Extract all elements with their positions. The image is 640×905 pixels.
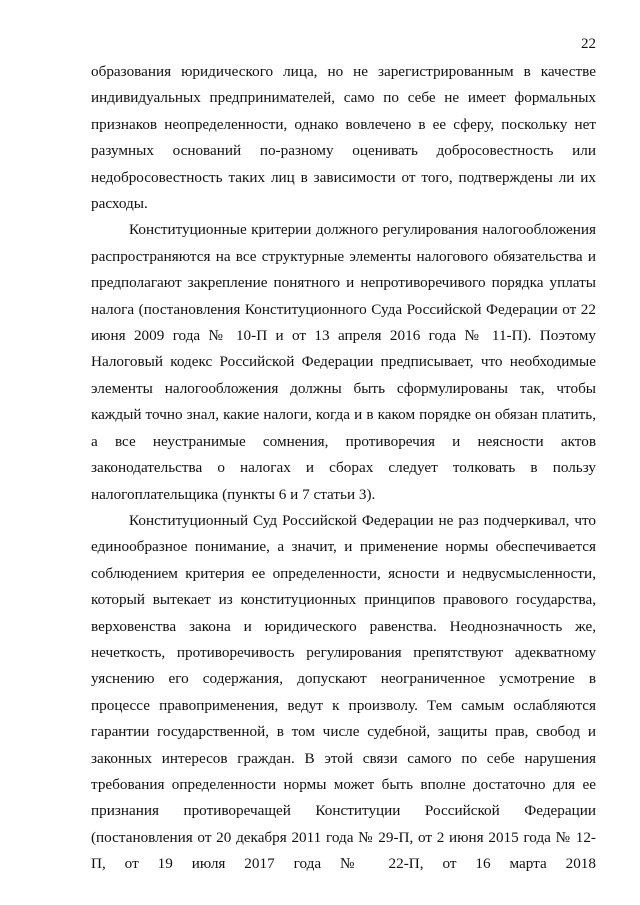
page-number: 22 xyxy=(581,36,596,52)
document-body xyxy=(91,59,596,878)
paragraph-constitutional-court: Конституционный Суд Российской Федерации не раз подчеркивал, что единообразное понимание, а значит, и применение нормы обеспечивается соблюдением критерия ее определенности, ясности и недвусмысленности, который вытекает из конституционных принципов правового государства, верховенства закона и юридического равенства. Неоднозначность же, нечеткость, противоречивость регулирования препятствуют адекватному уяснению его содержания, допускают неограниченное усмотрение в процессе правоприменения, ведут к произволу. Тем самым ослабляются гарантии государственной, в том числе судебной, защиты прав, свобод и законных интересов граждан. В этой связи самого по себе нарушения требования определенности нормы может быть вполне достаточно для ее признания противоречащей Конституции Российской Федерации (постановления от 20 декабря 2011 года № 29-П, от 2 июня 2015 года № 12-П, от 19 июля 2017 года № 22-П, от 16 марта 2018 xyxy=(91,511,596,873)
paragraph-tax-criteria: Конституционные критерии должного регулирования налогообложения распространяются на все структурные элементы налогового обязательства и предполагают закрепление понятного и непротиворечивого порядка уплаты налога (постановления Конституционного Суда Российской Федерации от 22 июня 2009 года № 10-П и от 13 апреля 2016 года № 11-П). Поэтому Налоговый кодекс Российской Федерации предписывает, что необходимые элементы налогообложения должны быть сформулированы так, чтобы каждый точно знал, какие налоги, когда и в каком порядке он обязан платить, а все неустранимые сомнения, противоречия и неясности актов законодательства о налогах и сборах следует толковать в пользу налогоплательщика (пункты 6 и 7 статьи 3). xyxy=(91,221,596,503)
paragraph-continuation: образования юридического лица, но не зарегистрированным в качестве индивидуальных предпринимателей, само по себе не имеет формальных признаков неопределенности, однако вовлечено в ее сферу, поскольку нет разумных оснований по-разному оценивать добросовестность или недобросовестность таких лиц в зависимости от того, подтверждены ли их расходы. xyxy=(91,63,596,213)
